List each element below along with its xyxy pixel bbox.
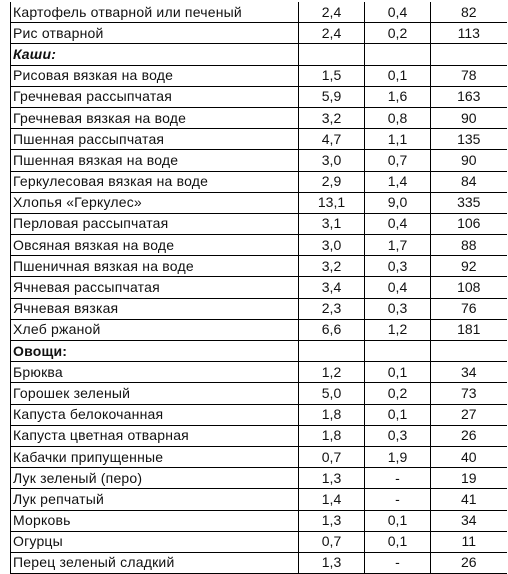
table-body [11, 2, 507, 574]
section-header-row [11, 44, 507, 65]
table-row [11, 277, 507, 298]
table-row [11, 468, 507, 489]
food-name-cell: Капуста цветная отварная [11, 425, 299, 446]
kcal-cell: 19 [431, 468, 507, 489]
kcal-cell: 41 [431, 489, 507, 510]
protein-cell: 1,3 [299, 552, 365, 573]
food-name-cell: Перец зеленый сладкий [11, 552, 299, 573]
food-name-cell: Рис отварной [11, 23, 299, 44]
protein-cell: 0,7 [299, 531, 365, 552]
kcal-cell: 163 [431, 86, 507, 107]
table-row [11, 86, 507, 107]
protein-cell: 6,6 [299, 319, 365, 340]
table-row [11, 23, 507, 44]
table-row [11, 319, 507, 340]
table-row [11, 192, 507, 213]
protein-cell: 3,4 [299, 277, 365, 298]
table-row [11, 446, 507, 467]
fat-cell: 0,1 [365, 404, 431, 425]
table-row [11, 362, 507, 383]
section-header-row [11, 341, 507, 362]
table-row [11, 425, 507, 446]
table-row [11, 213, 507, 234]
kcal-cell: 113 [431, 23, 507, 44]
kcal-cell: 92 [431, 256, 507, 277]
protein-cell: 1,5 [299, 65, 365, 86]
fat-cell: 0,4 [365, 277, 431, 298]
fat-cell: 0,8 [365, 107, 431, 128]
table-row [11, 107, 507, 128]
kcal-cell: 135 [431, 129, 507, 150]
protein-cell: 13,1 [299, 192, 365, 213]
kcal-cell: 84 [431, 171, 507, 192]
fat-cell: 1,9 [365, 446, 431, 467]
fat-cell: 0,4 [365, 213, 431, 234]
fat-cell: 0,1 [365, 510, 431, 531]
food-name-cell: Огурцы [11, 531, 299, 552]
nutrition-table [10, 2, 507, 574]
protein-cell: 1,2 [299, 362, 365, 383]
section-title: Каши: [11, 44, 299, 65]
protein-cell: 1,8 [299, 404, 365, 425]
fat-cell: 1,2 [365, 319, 431, 340]
protein-cell: 3,2 [299, 256, 365, 277]
fat-cell: - [365, 552, 431, 573]
empty-cell [365, 341, 431, 362]
food-name-cell: Капуста белокочанная [11, 404, 299, 425]
fat-cell: 1,4 [365, 171, 431, 192]
table-row [11, 489, 507, 510]
fat-cell: - [365, 489, 431, 510]
empty-cell [431, 341, 507, 362]
fat-cell: 0,3 [365, 298, 431, 319]
table-row [11, 2, 507, 23]
food-name-cell: Брюква [11, 362, 299, 383]
kcal-cell: 90 [431, 150, 507, 171]
fat-cell: 0,2 [365, 23, 431, 44]
protein-cell: 5,0 [299, 383, 365, 404]
table-row [11, 129, 507, 150]
fat-cell: 0,1 [365, 362, 431, 383]
food-name-cell: Перловая рассыпчатая [11, 213, 299, 234]
protein-cell: 1,3 [299, 510, 365, 531]
food-name-cell: Ячневая вязкая [11, 298, 299, 319]
kcal-cell: 26 [431, 552, 507, 573]
kcal-cell: 181 [431, 319, 507, 340]
kcal-cell: 73 [431, 383, 507, 404]
food-name-cell: Ячневая рассыпчатая [11, 277, 299, 298]
protein-cell: 3,0 [299, 150, 365, 171]
food-name-cell: Кабачки припущенные [11, 446, 299, 467]
empty-cell [431, 44, 507, 65]
food-name-cell: Овсяная вязкая на воде [11, 235, 299, 256]
fat-cell: 0,2 [365, 383, 431, 404]
fat-cell: 0,1 [365, 65, 431, 86]
empty-cell [299, 341, 365, 362]
food-name-cell: Гречневая рассыпчатая [11, 86, 299, 107]
fat-cell: 9,0 [365, 192, 431, 213]
table-row [11, 298, 507, 319]
protein-cell: 3,0 [299, 235, 365, 256]
food-name-cell: Лук репчатый [11, 489, 299, 510]
protein-cell: 2,3 [299, 298, 365, 319]
table-row [11, 531, 507, 552]
protein-cell: 3,2 [299, 107, 365, 128]
fat-cell: 1,1 [365, 129, 431, 150]
protein-cell: 5,9 [299, 86, 365, 107]
table-row [11, 552, 507, 573]
fat-cell: 1,6 [365, 86, 431, 107]
protein-cell: 1,3 [299, 468, 365, 489]
food-name-cell: Пшенная вязкая на воде [11, 150, 299, 171]
food-name-cell: Лук зеленый (перо) [11, 468, 299, 489]
kcal-cell: 108 [431, 277, 507, 298]
fat-cell: 1,7 [365, 235, 431, 256]
kcal-cell: 34 [431, 362, 507, 383]
kcal-cell: 82 [431, 2, 507, 23]
protein-cell: 4,7 [299, 129, 365, 150]
kcal-cell: 34 [431, 510, 507, 531]
protein-cell: 1,4 [299, 489, 365, 510]
table-row [11, 383, 507, 404]
empty-cell [299, 44, 365, 65]
food-name-cell: Рисовая вязкая на воде [11, 65, 299, 86]
kcal-cell: 76 [431, 298, 507, 319]
fat-cell: 0,3 [365, 256, 431, 277]
kcal-cell: 40 [431, 446, 507, 467]
fat-cell: 0,3 [365, 425, 431, 446]
protein-cell: 0,7 [299, 446, 365, 467]
food-name-cell: Гречневая вязкая на воде [11, 107, 299, 128]
fat-cell: 0,7 [365, 150, 431, 171]
protein-cell: 3,1 [299, 213, 365, 234]
food-name-cell: Пшенная рассыпчатая [11, 129, 299, 150]
food-name-cell: Картофель отварной или печеный [11, 2, 299, 23]
table-row [11, 510, 507, 531]
fat-cell: - [365, 468, 431, 489]
empty-cell [365, 44, 431, 65]
table-row [11, 150, 507, 171]
food-name-cell: Хлопья «Геркулес» [11, 192, 299, 213]
kcal-cell: 90 [431, 107, 507, 128]
fat-cell: 0,4 [365, 2, 431, 23]
kcal-cell: 26 [431, 425, 507, 446]
kcal-cell: 11 [431, 531, 507, 552]
kcal-cell: 27 [431, 404, 507, 425]
section-title: Овощи: [11, 341, 299, 362]
table-row [11, 404, 507, 425]
food-name-cell: Геркулесовая вязкая на воде [11, 171, 299, 192]
kcal-cell: 106 [431, 213, 507, 234]
kcal-cell: 78 [431, 65, 507, 86]
fat-cell: 0,1 [365, 531, 431, 552]
protein-cell: 2,4 [299, 23, 365, 44]
food-name-cell: Пшеничная вязкая на воде [11, 256, 299, 277]
food-name-cell: Хлеб ржаной [11, 319, 299, 340]
table-row [11, 65, 507, 86]
table-row [11, 256, 507, 277]
table-row [11, 171, 507, 192]
table-row [11, 235, 507, 256]
kcal-cell: 335 [431, 192, 507, 213]
food-name-cell: Морковь [11, 510, 299, 531]
food-name-cell: Горошек зеленый [11, 383, 299, 404]
protein-cell: 2,9 [299, 171, 365, 192]
kcal-cell: 88 [431, 235, 507, 256]
protein-cell: 1,8 [299, 425, 365, 446]
protein-cell: 2,4 [299, 2, 365, 23]
